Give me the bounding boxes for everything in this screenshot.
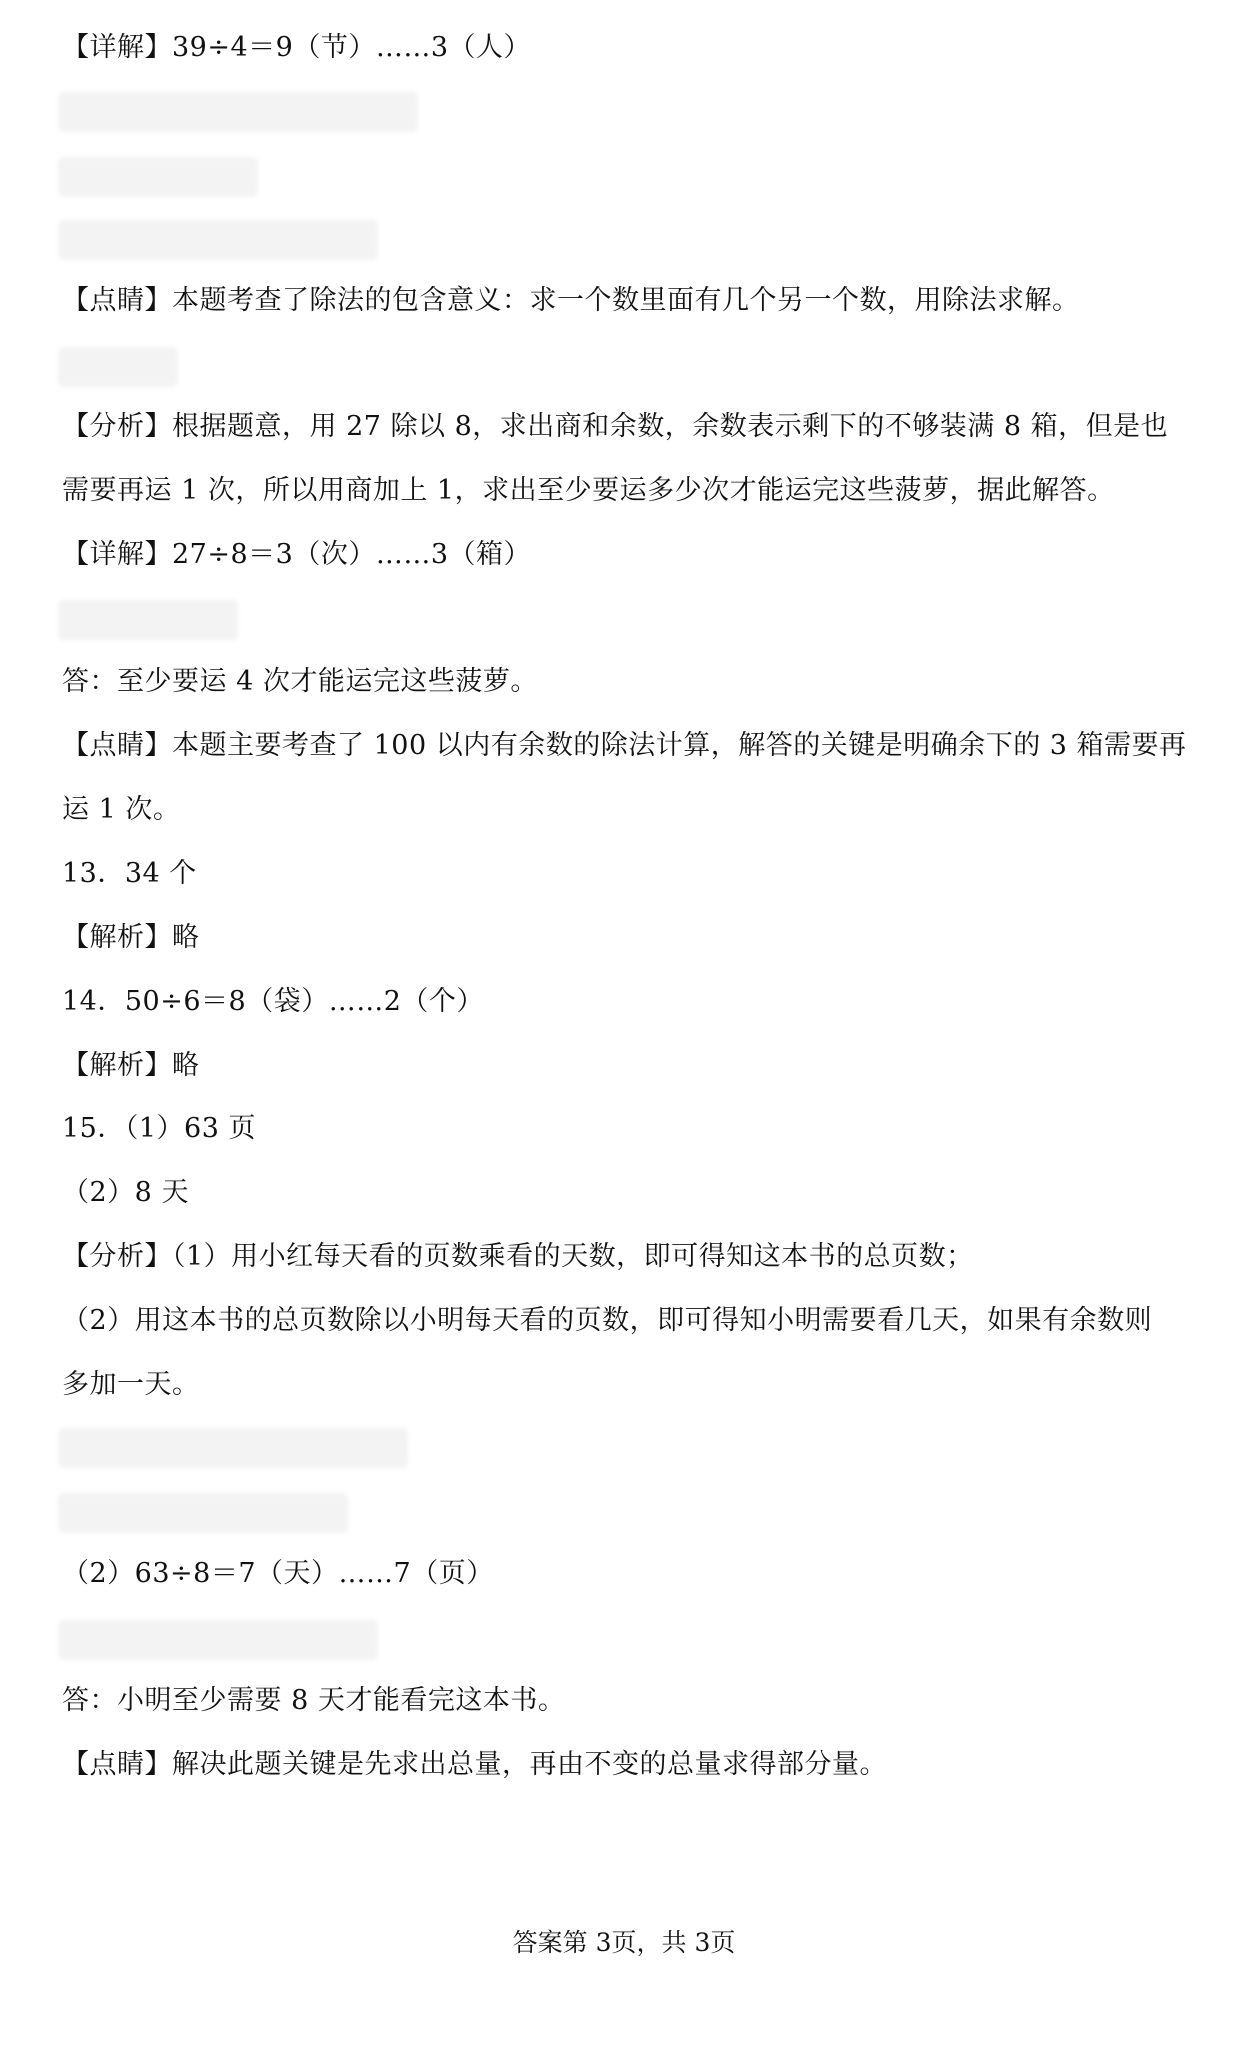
answer-line: 答：小明至少需要 8 天才能看完这本书。 bbox=[62, 1685, 566, 1716]
question-15-answer: （2）8 天 bbox=[62, 1177, 189, 1208]
answer-line: 答：至少要运 4 次才能运完这些菠萝。 bbox=[62, 666, 538, 697]
detail-line: 【详解】39÷4＝9（节）……3（人） bbox=[62, 32, 532, 63]
obscured-text bbox=[58, 1620, 378, 1660]
solution-line: 【解析】略 bbox=[62, 922, 200, 953]
obscured-text bbox=[58, 157, 258, 197]
page-footer: 答案第 3页，共 3页 bbox=[512, 1928, 736, 1957]
detail-line: 【详解】27÷8＝3（次）……3（箱） bbox=[62, 539, 532, 570]
analysis-line: 【分析】（1）用小红每天看的页数乘看的天数，即可得知这本书的总页数； bbox=[62, 1241, 974, 1272]
obscured-text bbox=[58, 92, 418, 132]
analysis-line: 【分析】根据题意，用 27 除以 8，求出商和余数，余数表示剩下的不够装满 8 箱，但是也 bbox=[62, 411, 1169, 442]
question-13-answer: 13．34 个 bbox=[62, 858, 197, 889]
obscured-text bbox=[58, 1428, 408, 1468]
question-15-answer: 15．（1）63 页 bbox=[62, 1113, 256, 1144]
key-point-line: 【点睛】解决此题关键是先求出总量，再由不变的总量求得部分量。 bbox=[62, 1749, 887, 1780]
question-14-answer: 14．50÷6＝8（袋）……2（个） bbox=[62, 986, 484, 1017]
analysis-line: （2）用这本书的总页数除以小明每天看的页数，即可得知小明需要看几天，如果有余数则 bbox=[62, 1305, 1153, 1336]
obscured-text bbox=[58, 347, 178, 387]
analysis-line: 需要再运 1 次，所以用商加上 1，求出至少要运多少次才能运完这些菠萝，据此解答。 bbox=[62, 475, 1115, 506]
key-point-line: 【点睛】本题主要考查了 100 以内有余数的除法计算，解答的关键是明确余下的 3 箱需要再 bbox=[62, 730, 1187, 761]
detail-line: （2）63÷8＝7（天）……7（页） bbox=[62, 1558, 494, 1589]
solution-line: 【解析】略 bbox=[62, 1050, 200, 1081]
key-point-line: 【点睛】本题考查了除法的包含意义：求一个数里面有几个另一个数，用除法求解。 bbox=[62, 285, 1080, 316]
analysis-line: 多加一天。 bbox=[62, 1369, 200, 1400]
obscured-text bbox=[58, 1493, 348, 1533]
key-point-line: 运 1 次。 bbox=[62, 794, 181, 825]
obscured-text bbox=[58, 220, 378, 260]
obscured-text bbox=[58, 600, 238, 640]
